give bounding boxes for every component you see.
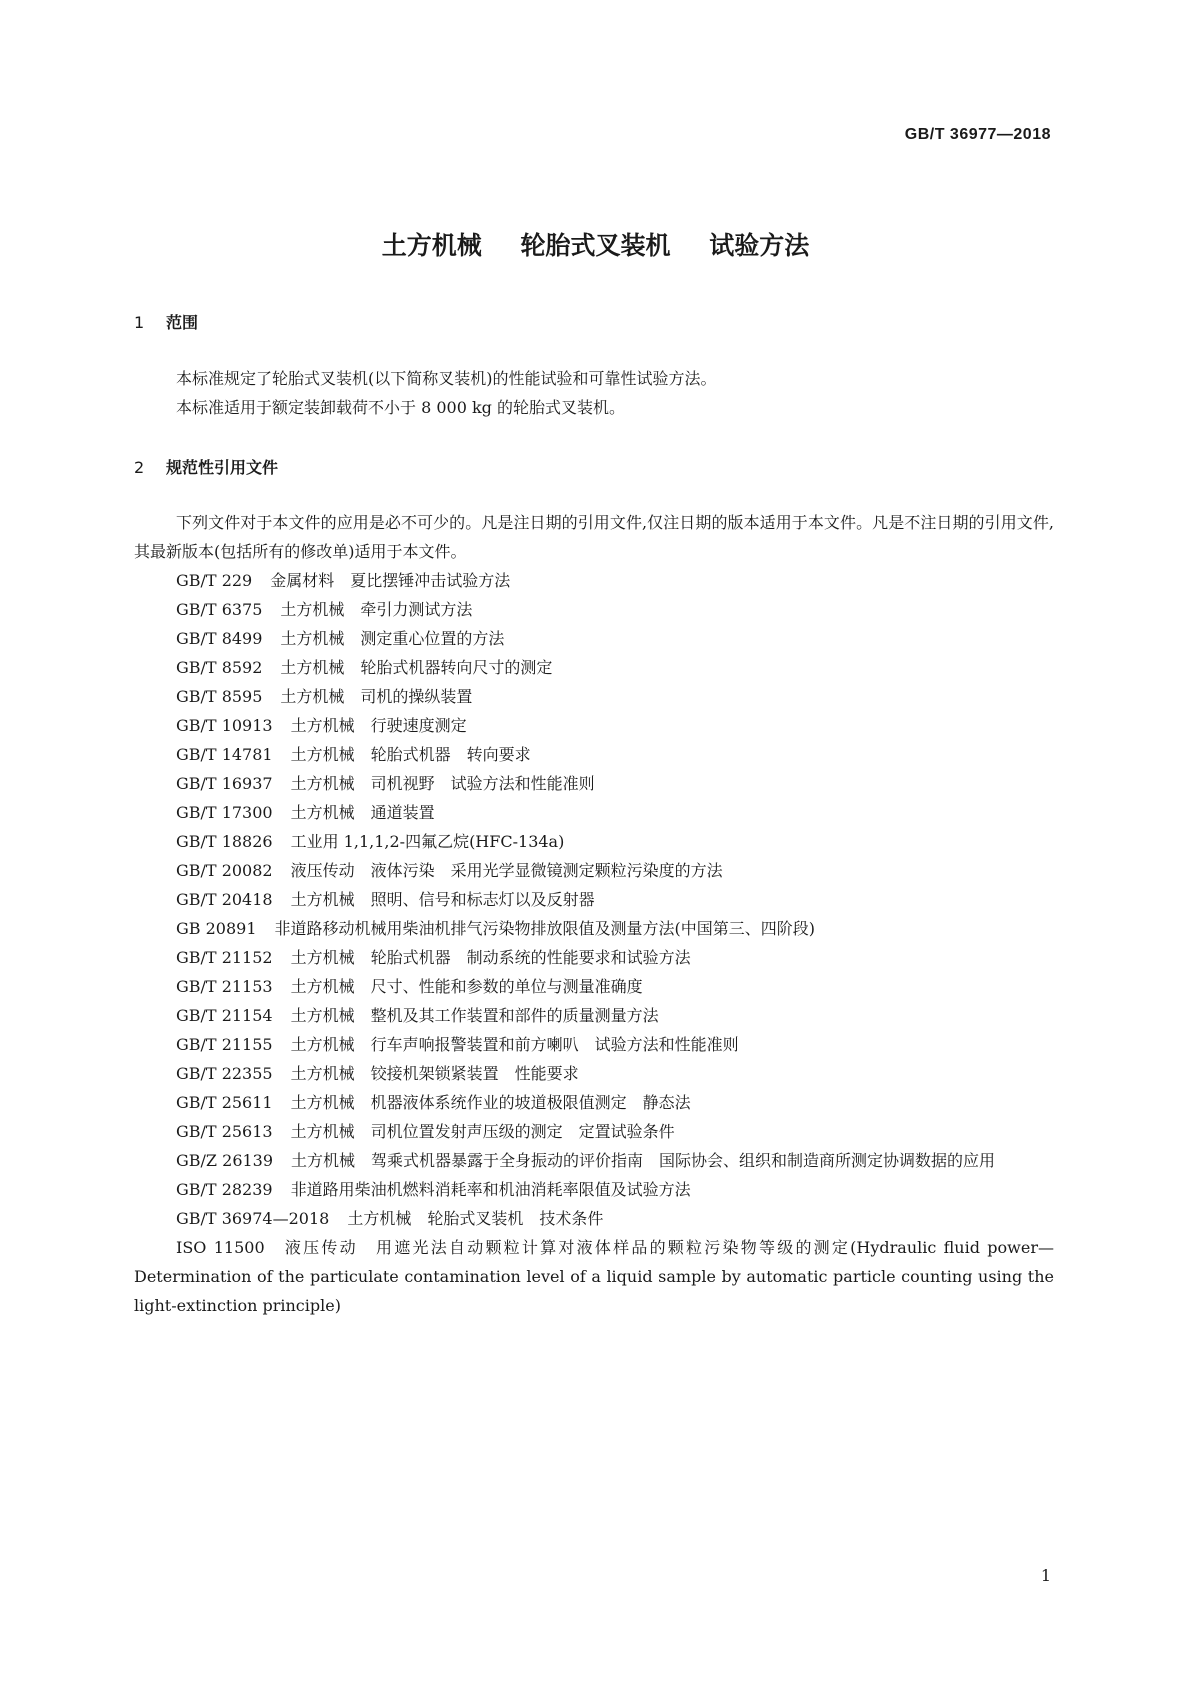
reference-title: 土方机械 尺寸、性能和参数的单位与测量准确度	[290, 977, 643, 996]
reference-code: GB/T 20082	[176, 861, 273, 880]
reference-item	[134, 1088, 1054, 1117]
standard-code: GB/T 36977—2018	[904, 126, 1051, 143]
reference-code: GB/T 21155	[176, 1035, 273, 1054]
reference-title: 土方机械 轮胎式叉装机 技术条件	[347, 1209, 604, 1228]
reference-code: GB/T 17300	[176, 803, 273, 822]
reference-code: GB/T 22355	[176, 1064, 273, 1083]
reference-item	[134, 740, 1054, 769]
reference-item	[134, 1059, 1054, 1088]
reference-title: 土方机械 司机位置发射声压级的测定 定置试验条件	[290, 1122, 675, 1141]
reference-code: GB/T 10913	[176, 716, 273, 735]
document-title: 土方机械 轮胎式叉装机 试验方法	[381, 231, 810, 260]
reference-item	[134, 885, 1054, 914]
reference-item	[134, 624, 1054, 653]
reference-item	[134, 1001, 1054, 1030]
reference-code: GB/T 21152	[176, 948, 273, 967]
reference-title: 土方机械 司机的操纵装置	[280, 687, 473, 706]
reference-title: 土方机械 整机及其工作装置和部件的质量测量方法	[290, 1006, 659, 1025]
reference-title: 液压传动 液体污染 采用光学显微镜测定颗粒污染度的方法	[290, 861, 723, 880]
reference-code: GB/T 229	[176, 571, 253, 590]
reference-title: 土方机械 行车声响报警装置和前方喇叭 试验方法和性能准则	[290, 1035, 739, 1054]
reference-code: GB/T 6375	[176, 600, 263, 619]
intro-paragraph: 下列文件对于本文件的应用是必不可少的。凡是注日期的引用文件,仅注日期的版本适用于本文件。凡是不注日期的引用文件,其最新版本(包括所有的修改单)适用于本文件。	[134, 513, 1054, 561]
reference-item	[134, 769, 1054, 798]
section-number: 2	[134, 458, 145, 477]
reference-item	[134, 653, 1054, 682]
reference-code: GB/T 25613	[176, 1122, 273, 1141]
reference-title: 土方机械 轮胎式机器 制动系统的性能要求和试验方法	[290, 948, 691, 967]
reference-title: 土方机械 铰接机架锁紧装置 性能要求	[290, 1064, 579, 1083]
reference-code: GB/T 8499	[176, 629, 263, 648]
reference-item	[134, 1175, 1054, 1204]
paragraph: 本标准规定了轮胎式叉装机(以下简称叉装机)的性能试验和可靠性试验方法。	[176, 369, 717, 388]
reference-code: GB/T 14781	[176, 745, 273, 764]
reference-title: 液压传动 用遮光法自动颗粒计算对液体样品的颗粒污染物等级的测定(Hydraulic fluid power—Determination of the particulate contamination level of a liquid sample by automatic particle counting using the light-extinction principle)	[134, 1238, 1054, 1315]
reference-list	[134, 566, 1054, 1320]
reference-code: GB/T 21153	[176, 977, 273, 996]
section-title: 范围	[166, 313, 199, 332]
section-2-heading	[134, 455, 278, 478]
reference-code: GB/T 16937	[176, 774, 273, 793]
reference-item	[134, 827, 1054, 856]
section-1-heading	[134, 310, 198, 333]
reference-code: GB/T 21154	[176, 1006, 273, 1025]
reference-title: 土方机械 测定重心位置的方法	[280, 629, 505, 648]
reference-code: GB/T 28239	[176, 1180, 273, 1199]
reference-title: 非道路移动机械用柴油机排气污染物排放限值及测量方法(中国第三、四阶段)	[274, 919, 816, 938]
reference-code: GB/T 36974—2018	[176, 1209, 330, 1228]
reference-code: GB/T 20418	[176, 890, 273, 909]
reference-item	[134, 856, 1054, 885]
section-number: 1	[134, 313, 145, 332]
reference-item	[134, 711, 1054, 740]
page-number: 1	[1040, 1566, 1051, 1585]
reference-item	[134, 1117, 1054, 1146]
reference-title: 土方机械 照明、信号和标志灯以及反射器	[290, 890, 595, 909]
reference-code: GB/T 8592	[176, 658, 263, 677]
reference-title: 非道路用柴油机燃料消耗率和机油消耗率限值及试验方法	[290, 1180, 691, 1199]
paragraph: 本标准适用于额定装卸载荷不小于 8 000 kg 的轮胎式叉装机。	[176, 398, 626, 417]
reference-title: 土方机械 牵引力测试方法	[280, 600, 473, 619]
reference-title: 土方机械 行驶速度测定	[290, 716, 467, 735]
reference-item	[134, 943, 1054, 972]
reference-item	[134, 1204, 1054, 1233]
reference-code: GB/T 8595	[176, 687, 263, 706]
reference-code: ISO 11500	[176, 1238, 265, 1257]
reference-item	[134, 1030, 1054, 1059]
reference-title: 土方机械 机器液体系统作业的坡道极限值测定 静态法	[290, 1093, 691, 1112]
reference-code: GB/T 18826	[176, 832, 273, 851]
section-title: 规范性引用文件	[166, 458, 279, 477]
reference-title: 土方机械 司机视野 试验方法和性能准则	[290, 774, 595, 793]
reference-item	[134, 595, 1054, 624]
section-2-body	[134, 508, 1054, 1320]
reference-item	[134, 1146, 1054, 1175]
reference-item	[134, 798, 1054, 827]
reference-item	[134, 566, 1054, 595]
reference-title: 土方机械 通道装置	[290, 803, 435, 822]
reference-title: 金属材料 夏比摆锤冲击试验方法	[270, 571, 511, 590]
reference-title: 土方机械 驾乘式机器暴露于全身振动的评价指南 国际协会、组织和制造商所测定协调数据的应用	[291, 1151, 996, 1170]
reference-item	[134, 682, 1054, 711]
reference-code: GB/T 25611	[176, 1093, 273, 1112]
section-1-body	[134, 364, 1054, 422]
reference-item	[134, 1233, 1054, 1320]
reference-title: 工业用 1,1,1,2-四氟乙烷(HFC-134a)	[290, 832, 565, 851]
reference-code: GB 20891	[176, 919, 257, 938]
reference-item	[134, 972, 1054, 1001]
reference-item	[134, 914, 1054, 943]
reference-title: 土方机械 轮胎式机器 转向要求	[290, 745, 531, 764]
reference-title: 土方机械 轮胎式机器转向尺寸的测定	[280, 658, 553, 677]
reference-code: GB/Z 26139	[176, 1151, 274, 1170]
